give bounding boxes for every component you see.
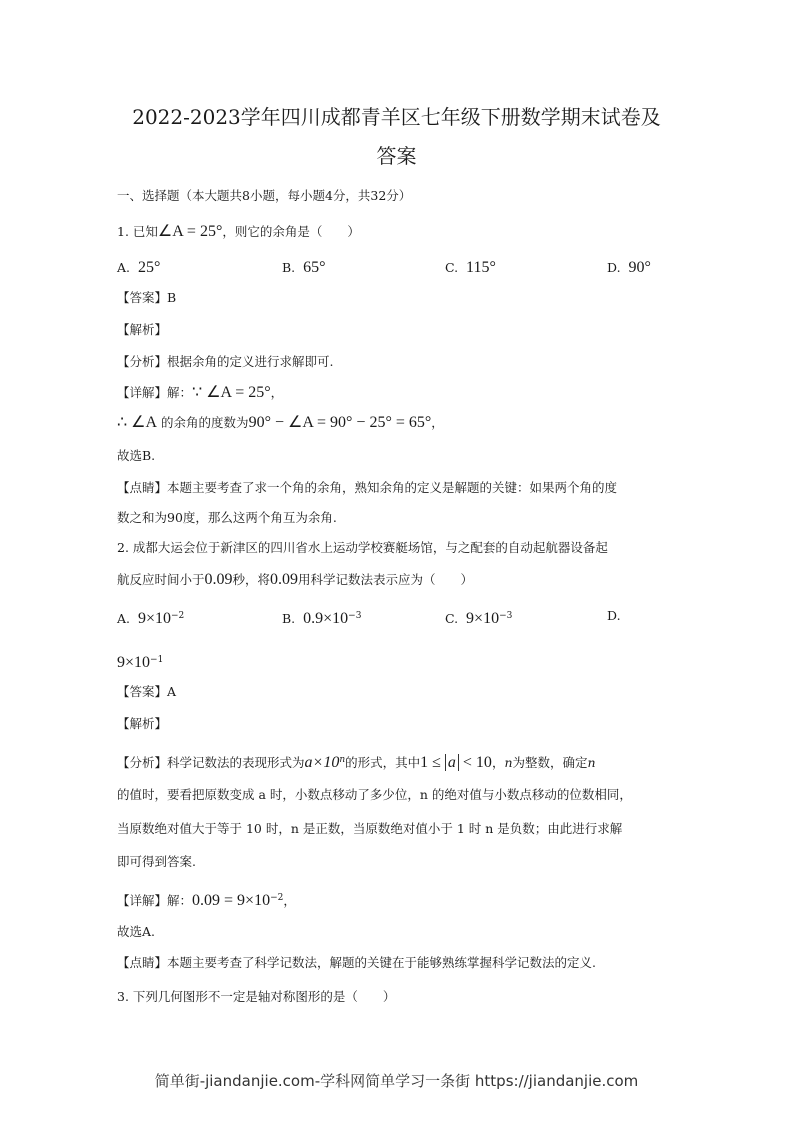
text-span: 0.09 (204, 571, 233, 588)
text: 1. 已知 (117, 224, 158, 239)
text-span: 1 ≤ (420, 754, 445, 772)
text-span: ， (270, 385, 284, 400)
q2-option-a (117, 607, 184, 628)
q2-option-d-value (117, 651, 163, 672)
q1-option-d (607, 259, 651, 277)
text-span: A. (117, 611, 131, 627)
text: ，则它的余角是（ ） (222, 224, 360, 239)
text-span: C. (445, 260, 459, 275)
doc-title-line2: 答案 (376, 144, 417, 168)
q2-stem-2 (117, 571, 473, 589)
q2-xiangjie (117, 889, 296, 910)
text-span: B. (282, 260, 296, 275)
q2-option-d-label: D. (607, 608, 621, 623)
text-span: 的形式，其中 (345, 755, 421, 771)
q2-option-c (445, 607, 512, 628)
q1-stem (117, 223, 360, 241)
text-span: a (445, 754, 459, 771)
text-span: n (587, 755, 596, 771)
text-span: A. (117, 260, 131, 275)
text-span: 为整数，确定 (512, 755, 588, 771)
text-span: 90° (628, 259, 651, 276)
q1-option-c (445, 259, 496, 277)
q1-dianjing-1: 【点睛】本题主要考查了求一个角的余角，熟知余角的定义是解题的关键：如果两个角的度 (117, 480, 618, 495)
q1-dianjing-2: 数之和为90度，那么这两个角互为余角. (117, 510, 337, 525)
text-span: −2 (171, 611, 185, 621)
text-span: a×10 (304, 754, 340, 772)
q2-dianjing: 【点睛】本题主要考查了科学记数法，解题的关键在于能够熟练掌握科学记数法的定义. (117, 955, 596, 970)
text-span: ， (431, 415, 444, 430)
text-span: n (504, 755, 513, 771)
text-span: < 10 (458, 754, 492, 772)
text-span: n (339, 755, 346, 765)
q1-therefore (117, 414, 444, 432)
q1-option-b (282, 259, 326, 277)
q2-choose: 故选A. (117, 924, 156, 939)
q1-choose: 故选B. (117, 448, 156, 463)
text-span: −1 (150, 655, 164, 665)
q2-stem-1: 2. 成都大运会位于新津区的四川省水上运动学校赛艇场馆，与之配套的自动起航器设备起 (117, 540, 608, 555)
text-span: 0.09 (270, 571, 299, 588)
text-span: ， (283, 893, 296, 909)
text-span: −3 (499, 611, 513, 621)
text-span: 的余角的度数为 (157, 415, 249, 430)
text-span: 90° − ∠A = 90° − 25° = 65° (248, 414, 432, 431)
text-span: 9×10 (466, 610, 500, 628)
q2-fenxi-4: 即可得到答案. (117, 854, 196, 869)
text-span: 用科学记数法表示应为（ ） (298, 572, 474, 587)
text-span: ∴ ∠A (117, 414, 158, 431)
text-span: 25° (137, 259, 161, 276)
text-span: −3 (348, 611, 362, 621)
text-span: 航反应时间小于 (117, 572, 205, 587)
q2-fenxi-3: 当原数绝对值大于等于 10 时，n 是正数，当原数绝对值小于 1 时 n 是负数；由此进行求解 (117, 821, 623, 836)
q1-jiexi: 【解析】 (117, 322, 168, 337)
text-span: 0.09 = 9×10 (192, 892, 271, 910)
text-span: 0.9×10 (303, 610, 349, 628)
text-span: 9×10 (117, 654, 151, 672)
math: ∠A = 25° (157, 223, 223, 240)
q1-fenxi: 【分析】根据余角的定义进行求解即可. (117, 354, 334, 369)
q2-fenxi-2: 的值时，要看把原数变成 a 时，小数点移动了多少位，n 的绝对值与小数点移动的位数相同， (117, 787, 632, 802)
text-span: −2 (270, 893, 284, 903)
text-span: ∵ ∠A = 25° (192, 384, 271, 401)
q2-fenxi (117, 751, 596, 772)
q3-stem: 3. 下列几何图形不一定是轴对称图形的是（ ） (117, 989, 396, 1004)
text-span: 65° (303, 259, 326, 276)
text-span: D. (607, 260, 621, 275)
text-span: ， (491, 755, 505, 771)
q2-option-b (282, 607, 361, 628)
q1-answer: 【答案】B (117, 290, 177, 305)
q1-option-a (117, 259, 160, 277)
text-span: 【详解】解： (117, 893, 193, 909)
text-span: 秒，将 (232, 572, 271, 587)
doc-title-line1: 2022-2023学年四川成都青羊区七年级下册数学期末试卷及 (132, 105, 661, 129)
text-span: C. (445, 611, 459, 627)
text-span: 9×10 (137, 610, 171, 628)
text-span: 115° (466, 259, 496, 276)
footer-watermark: 简单街-jiandanjie.com-学科网简单学习一条街 https://jiandanjie.com (154, 1072, 639, 1090)
text-span: 【详解】解： (117, 385, 193, 400)
section-heading: 一、选择题（本大题共8小题，每小题4分，共32分） (117, 188, 412, 203)
q1-xiangjie (117, 384, 283, 402)
text-span: 【分析】科学记数法的表现形式为 (117, 755, 305, 771)
text-span: B. (282, 611, 296, 627)
q2-jiexi: 【解析】 (117, 716, 168, 731)
q2-answer: 【答案】A (117, 684, 177, 699)
